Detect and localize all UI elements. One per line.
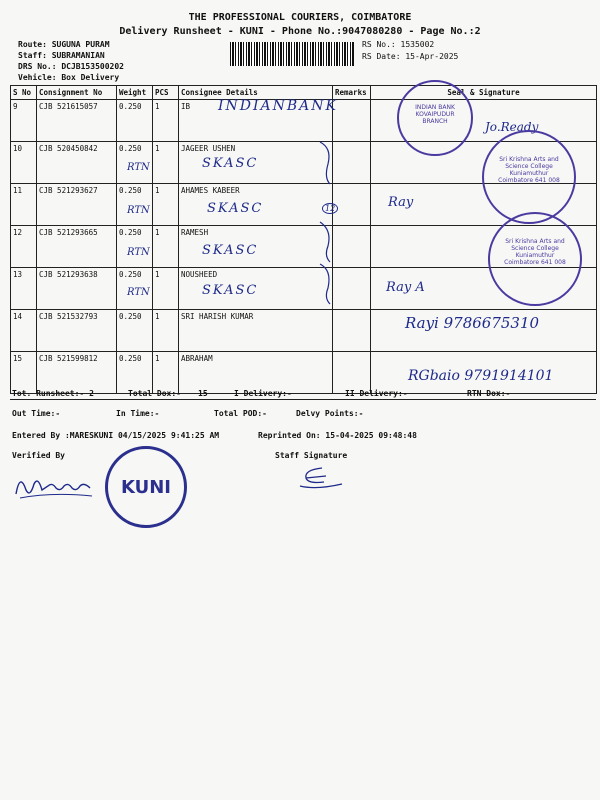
kuni-stamp: KUNI [105,446,187,528]
cell-weight: 0.250 [117,310,153,352]
brace-marks [310,138,340,308]
route: Route: SUGUNA PURAM [18,40,110,49]
cell-pcs: 1 [153,226,179,268]
cell-consignee: JAGEER USHEN [179,142,333,184]
cell-remarks [333,100,371,142]
cell-sno: 14 [11,310,37,352]
total-pod: Total POD:- [214,409,267,418]
verified-by: Verified By [12,451,65,460]
cell-pcs: 1 [153,184,179,226]
college-seal-text-1: Sri Krishna Arts and Science College Kuniamuthur Coimbatore 641 008 [498,156,560,184]
cell-remarks [333,310,371,352]
bank-seal-stamp [397,80,473,156]
col-signature: Seal & Signature [371,86,597,100]
college-seal-text-2: Sri Krishna Arts and Science College Kuniamuthur Coimbatore 641 008 [504,238,566,266]
college-seal-stamp-1 [482,130,576,224]
handwritten-rtn-11: RTN [127,205,150,216]
col-pcs: PCS [153,86,179,100]
college-seal-stamp-2 [488,212,582,306]
col-consignee: Consignee Details [179,86,333,100]
entered-by: Entered By :MARESKUNI 04/15/2025 9:41:25 AM [12,431,220,440]
cell-sno: 11 [11,184,37,226]
i-delivery: I Delivery:- [234,389,292,398]
cell-pcs: 1 [153,142,179,184]
company-name: THE PROFESSIONAL COURIERS, COIMBATORE [188,12,412,23]
rs-date: RS Date: 15-Apr-2025 [362,52,459,61]
handwritten-rtn-12: RTN [127,247,150,258]
cell-sno: 13 [11,268,37,310]
cell-pcs: 1 [153,352,179,394]
cell-weight: 0.250 [117,142,153,184]
cell-consignment-no: CJB 520450842 [37,142,117,184]
totals-divider [10,399,596,400]
runsheet-subtitle: Delivery Runsheet - KUNI - Phone No.:9047080280 - Page No.:2 [119,26,481,37]
handwritten-skasc-13: SKASC [202,283,259,298]
cell-weight: 0.250 [117,100,153,142]
barcode [230,42,354,66]
tot-runsheet: Tot. Runsheet:- 2 [12,389,94,398]
cell-consignee: IB [179,100,333,142]
cell-sno: 12 [11,226,37,268]
staff-signature-label: Staff Signature [275,451,348,460]
handwritten-skasc-10: SKASC [202,156,259,171]
cell-pcs: 1 [153,100,179,142]
ii-delivery: II Delivery:- [345,389,408,398]
cell-consignment-no: CJB 521293665 [37,226,117,268]
cell-consignment-no: CJB 521293638 [37,268,117,310]
col-weight: Weight [117,86,153,100]
col-sno: S No [11,86,37,100]
cell-pcs: 1 [153,268,179,310]
handwritten-circled-note: 12 [322,203,338,214]
verifier-signature [12,468,96,502]
cell-sno: 9 [11,100,37,142]
col-consignment: Consignment No [37,86,117,100]
signature-row13: Ray A [386,280,425,295]
cell-consignment-no: CJB 521615057 [37,100,117,142]
cell-consignee: NOUSHEED [179,268,333,310]
cell-consignee: ABRAHAM [179,352,333,394]
handwritten-indianbank: INDIANBANK [218,98,339,114]
cell-weight: 0.250 [117,352,153,394]
handwritten-rtn-13: RTN [127,287,150,298]
rtn-dox: RTN Dox:- [467,389,511,398]
signature-row15: RGbaio 9791914101 [408,368,554,384]
bank-seal-text: INDIAN BANK KOVAIPUDUR BRANCH [415,104,455,125]
handwritten-skasc-12: SKASC [202,243,259,258]
cell-weight: 0.250 [117,226,153,268]
cell-consignment-no: CJB 521293627 [37,184,117,226]
signature-row11: Ray [388,195,414,210]
cell-consignment-no: CJB 521532793 [37,310,117,352]
out-time: Out Time:- [12,409,61,418]
signature-row9: Jo.Ready [485,120,539,134]
handwritten-skasc-11: SKASC [207,201,264,216]
total-dox-value: 15 [198,389,208,398]
cell-weight: 0.250 [117,268,153,310]
cell-consignee: AHAMES KABEER [179,184,333,226]
cell-weight: 0.250 [117,184,153,226]
cell-sno: 15 [11,352,37,394]
cell-consignee: RAMESH [179,226,333,268]
drs-number: DRS No.: DCJB153500202 [18,62,124,71]
staff: Staff: SUBRAMANIAN [18,51,105,60]
vehicle: Vehicle: Box Delivery [18,73,120,82]
rs-number: RS No.: 1535002 [362,40,435,49]
handwritten-rtn-10: RTN [127,162,150,173]
total-dox-label: Total Dox:- [128,389,181,398]
signature-row14: Rayi 9786675310 [405,314,540,332]
col-remarks: Remarks [333,86,371,100]
cell-consignee: SRI HARISH KUMAR [179,310,333,352]
cell-consignment-no: CJB 521599812 [37,352,117,394]
cell-pcs: 1 [153,310,179,352]
in-time: In Time:- [116,409,160,418]
delvy-points: Delvy Points:- [296,409,364,418]
staff-signature-mark [296,464,350,492]
cell-remarks [333,352,371,394]
cell-sno: 10 [11,142,37,184]
reprinted-on: Reprinted On: 15-04-2025 09:48:48 [258,431,417,440]
